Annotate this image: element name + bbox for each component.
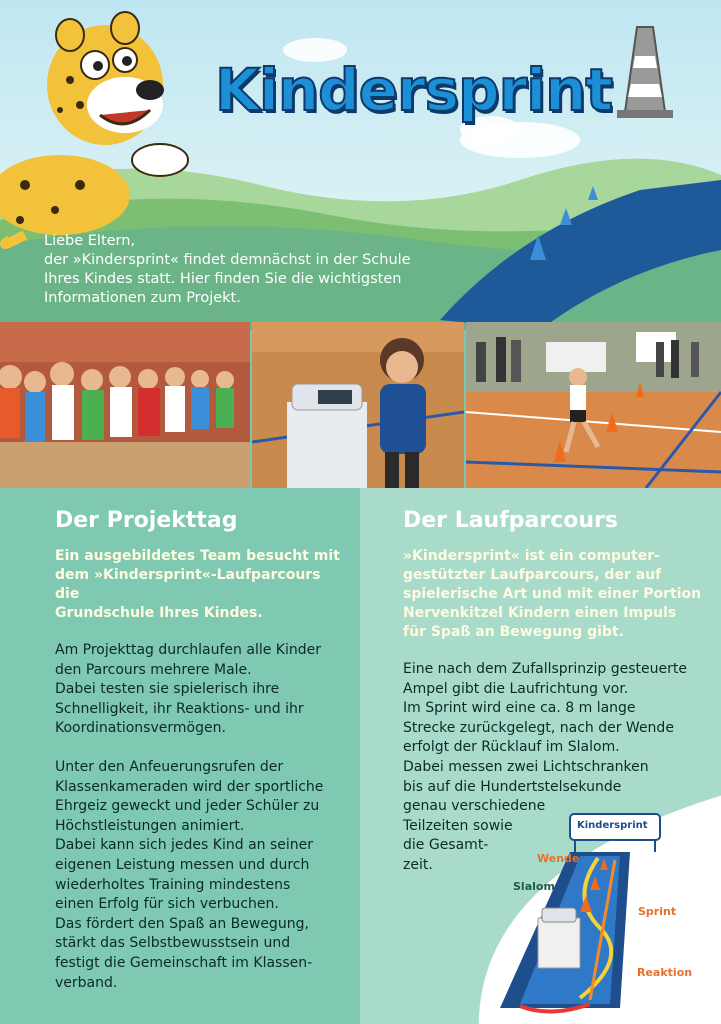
left-column <box>55 508 345 993</box>
text-line: stärkt das Selbstbewusstsein und <box>55 935 291 952</box>
label-sprint: Sprint <box>638 905 677 918</box>
text-line: Das fördert den Spaß an Bewegung, <box>55 915 309 932</box>
left-heading: Der Projekttag <box>55 508 238 533</box>
text-line: bis auf die Hundertstelsekunde <box>403 778 622 795</box>
text-line: Dabei messen zwei Lichtschranken <box>403 758 649 775</box>
text-line: festigt die Gemeinschaft im Klassen- <box>55 954 313 971</box>
intro-text <box>44 232 464 308</box>
text-line: einen Erfolg für sich verbuchen. <box>55 896 279 913</box>
text-line: Höchstleistungen animiert. <box>55 817 245 834</box>
photo-boy-device <box>252 322 464 488</box>
text-line: eigenen Leistung messen und durch <box>55 856 310 873</box>
text-line: den Parcours mehrere Male. <box>55 661 252 678</box>
text-line: Ampel gibt die Laufrichtung vor. <box>403 680 629 697</box>
text-line: wiederholtes Training mindestens <box>55 876 291 893</box>
leopard-mascot-icon <box>0 10 195 250</box>
label-slalom: Slalom <box>513 880 555 893</box>
text-line: erfolgt der Rücklauf im Slalom. <box>403 739 620 756</box>
text-line: Ehrgeiz geweckt und jeder Schüler zu <box>55 798 320 815</box>
lead-line: Grundschule Ihres Kindes. <box>55 605 263 621</box>
page-title: Kindersprint <box>215 56 613 124</box>
lead-line: spielerische Art und mit einer Portion <box>403 586 702 602</box>
text-line: verband. <box>55 974 118 991</box>
intro-line: Informationen zum Projekt. <box>44 290 241 306</box>
text-line: Eine nach dem Zufallsprinzip gesteuerte <box>403 661 687 677</box>
label-wende: Wende <box>537 852 580 865</box>
lead-line: dem »Kindersprint«-Laufparcours die <box>55 567 321 602</box>
text-line: zeit. <box>403 856 433 873</box>
lead-line: Ein ausgebildetes Team besucht mit <box>55 548 340 564</box>
intro-line: Ihres Kindes statt. Hier finden Sie die wichtigsten <box>44 271 402 287</box>
text-line: Strecke zurückgelegt, nach der Wende <box>403 719 674 736</box>
text-line: Dabei testen sie spielerisch ihre <box>55 681 280 698</box>
lead-line: Nervenkitzel Kindern einen Impuls <box>403 605 677 621</box>
text-line: Dabei kann sich jedes Kind an seiner <box>55 837 314 854</box>
text-line: Koordinationsvermögen. <box>55 720 226 737</box>
lead-line: für Spaß an Bewegung gibt. <box>403 624 624 640</box>
photo-strip <box>0 322 721 488</box>
lead-line: »Kindersprint« ist ein computer- <box>403 548 660 564</box>
text-line: Klassenkameraden wird der sportliche <box>55 778 324 795</box>
left-paragraph-2 <box>55 758 345 993</box>
left-lead <box>55 547 345 623</box>
intro-greeting: Liebe Eltern, <box>44 233 136 249</box>
cones-graphic <box>510 180 610 270</box>
text-line: die Gesamt- <box>403 837 489 854</box>
label-reaktion: Reaktion <box>637 966 693 979</box>
lead-line: gestützter Laufparcours, der auf <box>403 567 662 583</box>
text-line: Unter den Anfeuerungsrufen der <box>55 758 284 775</box>
right-heading: Der Laufparcours <box>403 508 618 533</box>
text-line: genau verschiedene <box>403 798 546 815</box>
left-body <box>55 641 345 993</box>
left-paragraph-1 <box>55 641 345 739</box>
text-line: Schnelligkeit, ihr Reaktions- und ihr <box>55 700 304 717</box>
text-line: Teilzeiten sowie <box>403 817 513 834</box>
text-line: Am Projekttag durchlaufen alle Kinder <box>55 642 321 658</box>
photo-children-bench <box>0 322 250 488</box>
text-line: Im Sprint wird eine ca. 8 m lange <box>403 700 636 717</box>
right-lead <box>403 547 703 642</box>
traffic-cone-icon <box>615 22 675 122</box>
intro-line: der »Kindersprint« findet demnächst in der Schule <box>44 252 411 268</box>
diagram-sign-label: Kindersprint <box>577 820 648 831</box>
photo-girl-running <box>466 322 721 488</box>
